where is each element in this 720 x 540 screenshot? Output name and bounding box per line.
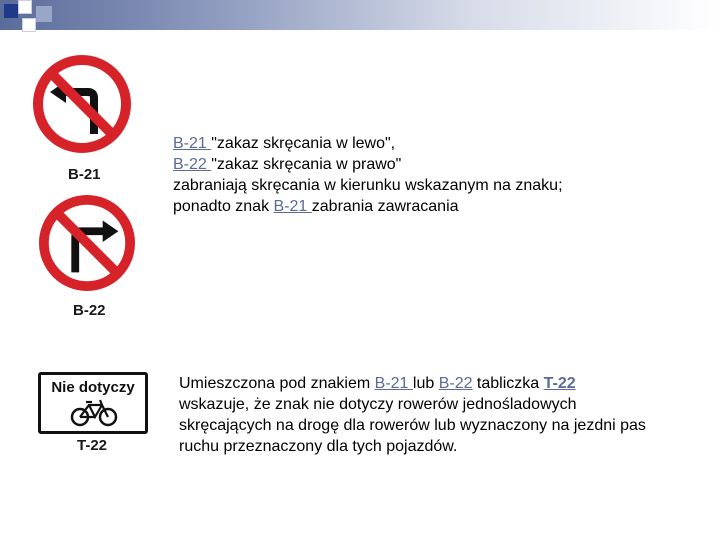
sign-b21 [32,54,132,154]
text-segment: lub [412,375,439,392]
header-bar [0,0,720,30]
text-line [173,133,693,154]
text-segment: wskazuje, że znak nie dotyczy rowerów jednośladowych skręcających na drogę dla rowerów lub wyznaczony na jezdni pas ruchu przeznaczony dla tych pojazdów. [179,396,646,455]
sign-code-b21: B-21 [68,166,101,183]
link-b22[interactable]: B-22 [438,375,473,392]
link-b21[interactable]: B-21 [374,375,413,392]
link-b21[interactable]: B-21 [273,198,312,215]
text-segment: zabrania zawracania [311,198,459,215]
text-line [173,154,693,175]
text-segment: "zakaz skręcania w lewo", [211,135,396,152]
no-right-turn-icon [38,194,136,292]
description-b21-b22 [173,133,693,217]
sign-code-b22: B-22 [73,302,106,319]
link-t22[interactable]: T-22 [543,375,576,392]
text-segment: "zakaz skręcania w prawo" [211,156,402,173]
text-line: zabraniają skręcania w kierunku wskazanym na znaku; [173,177,563,194]
description-t22 [179,373,649,457]
text-segment: Umieszczona pod znakiem [179,375,375,392]
paragraph [179,373,649,457]
link-b22[interactable]: B-22 [173,156,212,173]
text-segment: tabliczka [472,375,544,392]
decor-square [22,18,36,32]
decor-square [18,0,32,14]
decor-square [36,6,52,22]
bicycle-icon [69,399,119,429]
sign-code-t22: T-22 [77,437,108,454]
text-line [173,196,693,217]
no-left-turn-icon [32,54,132,154]
sign-b22 [38,194,136,292]
link-b21[interactable]: B-21 [173,135,212,152]
plate-text: Nie dotyczy [51,379,135,396]
text-segment: ponadto znak [173,198,274,215]
plate-t22 [38,372,148,434]
decor-square [4,4,18,18]
